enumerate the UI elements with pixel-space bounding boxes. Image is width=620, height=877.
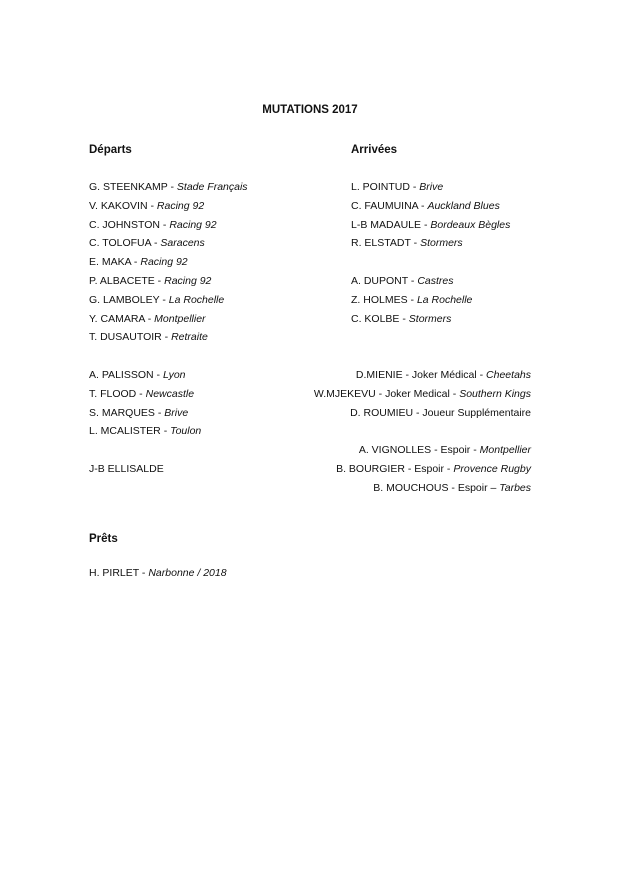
club-name: Brive xyxy=(164,406,189,419)
arrival-entry xyxy=(359,444,531,456)
club-name: Tarbes xyxy=(499,481,531,494)
player-name: R. ELSTADT xyxy=(351,237,411,250)
player-name: P. ALBACETE xyxy=(89,275,155,287)
departure-entry xyxy=(89,369,186,381)
arrival-entry xyxy=(350,407,531,419)
club-name: Saracens xyxy=(160,237,205,250)
separator: - xyxy=(131,256,141,269)
club-name: Racing 92 xyxy=(156,199,205,212)
departs-heading: Départs xyxy=(89,144,132,156)
separator: - xyxy=(418,199,428,212)
arrival-entry xyxy=(351,200,500,212)
player-name: J-B ELLISALDE xyxy=(89,463,164,475)
club-name: Cheetahs xyxy=(486,369,531,381)
arrival-entry xyxy=(351,219,510,231)
club-name: Lyon xyxy=(162,369,186,381)
club-name: Provence Rugby xyxy=(453,463,531,475)
loan-entry xyxy=(89,567,227,579)
transfer-row xyxy=(0,463,620,477)
separator: - xyxy=(144,312,155,325)
player-name: W.MJEKEVU - Joker Medical xyxy=(313,387,450,400)
club-name: Castres xyxy=(417,275,454,287)
player-name: E. MAKA xyxy=(89,256,132,269)
player-name: T. FLOOD xyxy=(89,387,137,400)
arrival-entry xyxy=(351,237,463,249)
separator: - xyxy=(410,237,421,250)
separator: - xyxy=(449,387,460,400)
transfer-row xyxy=(0,444,620,458)
club-name: Stade Français xyxy=(176,181,248,193)
club-name: Stormers xyxy=(420,237,463,250)
club-name: Racing 92 xyxy=(169,218,217,231)
transfer-row xyxy=(0,237,620,251)
loan-row xyxy=(0,567,620,581)
player-name: L-B MADAULE xyxy=(351,218,422,231)
player-name: V. KAKOVIN xyxy=(89,199,148,212)
player-name: A. VIGNOLLES - Espoir xyxy=(358,444,471,457)
transfer-row xyxy=(0,331,620,345)
separator: - xyxy=(476,369,487,381)
player-name: C. FAUMUINA xyxy=(351,199,419,212)
club-name: Bordeaux Bègles xyxy=(430,218,511,231)
club-name: Retraite xyxy=(171,331,208,344)
club-name: Toulon xyxy=(170,425,202,438)
separator: - xyxy=(154,406,165,419)
club-name: Racing 92 xyxy=(164,275,212,287)
club-name: Southern Kings xyxy=(459,387,531,400)
player-name: A. PALISSON xyxy=(89,369,154,381)
separator: - xyxy=(136,387,146,400)
club-name: La Rochelle xyxy=(416,293,473,306)
arrival-entry xyxy=(314,388,531,400)
transfer-row xyxy=(0,482,620,496)
transfer-row xyxy=(0,407,620,421)
departure-entry xyxy=(89,331,208,343)
player-name: S. MARQUES xyxy=(89,406,155,419)
transfer-row xyxy=(0,256,620,270)
club-name: Newcastle xyxy=(145,387,195,400)
separator: - xyxy=(153,369,163,381)
club-name: La Rochelle xyxy=(168,293,225,306)
transfer-row xyxy=(0,200,620,214)
club-name: Stormers xyxy=(408,312,452,325)
player-name: T. DUSAUTOIR xyxy=(89,331,162,344)
club-name: Narbonne / 2018 xyxy=(148,567,227,579)
departure-entry xyxy=(89,256,188,268)
departure-entry xyxy=(89,237,205,249)
transfer-row xyxy=(0,294,620,308)
departure-entry xyxy=(89,388,194,400)
club-name: Auckland Blues xyxy=(427,199,500,212)
separator: - xyxy=(161,331,172,344)
player-name: D.MIENIE - Joker Médical xyxy=(355,369,477,381)
prets-heading: Prêts xyxy=(89,533,118,545)
arrival-entry xyxy=(351,181,443,193)
player-name: H. PIRLET xyxy=(89,567,139,579)
separator: - xyxy=(444,463,454,475)
club-name: Brive xyxy=(419,181,444,193)
transfer-row xyxy=(0,388,620,402)
departure-entry xyxy=(89,463,164,475)
departure-entry xyxy=(89,219,217,231)
arrival-entry xyxy=(336,463,531,475)
separator: - xyxy=(407,293,417,306)
arrival-entry xyxy=(351,294,472,306)
transfer-row xyxy=(0,275,620,289)
departure-entry xyxy=(89,425,201,437)
separator: - xyxy=(399,312,409,325)
arrival-entry xyxy=(351,275,454,287)
departure-entry xyxy=(89,275,211,287)
separator: - xyxy=(407,275,418,287)
arrivees-heading: Arrivées xyxy=(351,144,398,156)
separator: - xyxy=(159,218,170,231)
separator: - xyxy=(159,293,169,306)
departure-entry xyxy=(89,407,188,419)
separator: - xyxy=(139,567,149,579)
player-name: C. KOLBE xyxy=(351,312,400,325)
player-name: Z. HOLMES xyxy=(351,293,408,306)
transfer-row xyxy=(0,219,620,233)
transfer-row xyxy=(0,425,620,439)
club-name: Montpellier xyxy=(479,444,531,457)
player-name: C. JOHNSTON xyxy=(89,218,160,231)
player-name: A. DUPONT xyxy=(351,275,408,287)
departure-entry xyxy=(89,313,206,325)
player-name: B. BOURGIER - Espoir xyxy=(336,463,445,475)
player-name: L. MCALISTER xyxy=(89,425,161,438)
player-name: C. TOLOFUA xyxy=(89,237,152,250)
separator: - xyxy=(421,218,431,231)
transfer-row xyxy=(0,369,620,383)
departure-entry xyxy=(89,294,224,306)
separator: – xyxy=(487,481,500,494)
arrival-entry xyxy=(351,313,451,325)
player-name: L. POINTUD xyxy=(351,181,410,193)
player-name: G. STEENKAMP xyxy=(89,181,168,193)
separator: - xyxy=(151,237,161,250)
departure-entry xyxy=(89,200,204,212)
separator: - xyxy=(154,275,165,287)
arrival-entry xyxy=(373,482,531,494)
player-name: D. ROUMIEU - Joueur Supplémentaire xyxy=(350,406,531,419)
separator: - xyxy=(160,425,171,438)
club-name: Montpellier xyxy=(154,312,206,325)
separator: - xyxy=(409,181,420,193)
club-name: Racing 92 xyxy=(140,256,188,269)
separator: - xyxy=(167,181,177,193)
transfer-row xyxy=(0,313,620,327)
separator: - xyxy=(470,444,480,457)
transfer-row xyxy=(0,181,620,195)
arrival-entry xyxy=(356,369,531,381)
player-name: B. MOUCHOUS - Espoir xyxy=(373,481,488,494)
departure-entry xyxy=(89,181,248,193)
player-name: G. LAMBOLEY xyxy=(89,293,160,306)
player-name: Y. CAMARA xyxy=(89,312,145,325)
separator: - xyxy=(147,199,157,212)
page-title: MUTATIONS 2017 xyxy=(262,104,358,116)
